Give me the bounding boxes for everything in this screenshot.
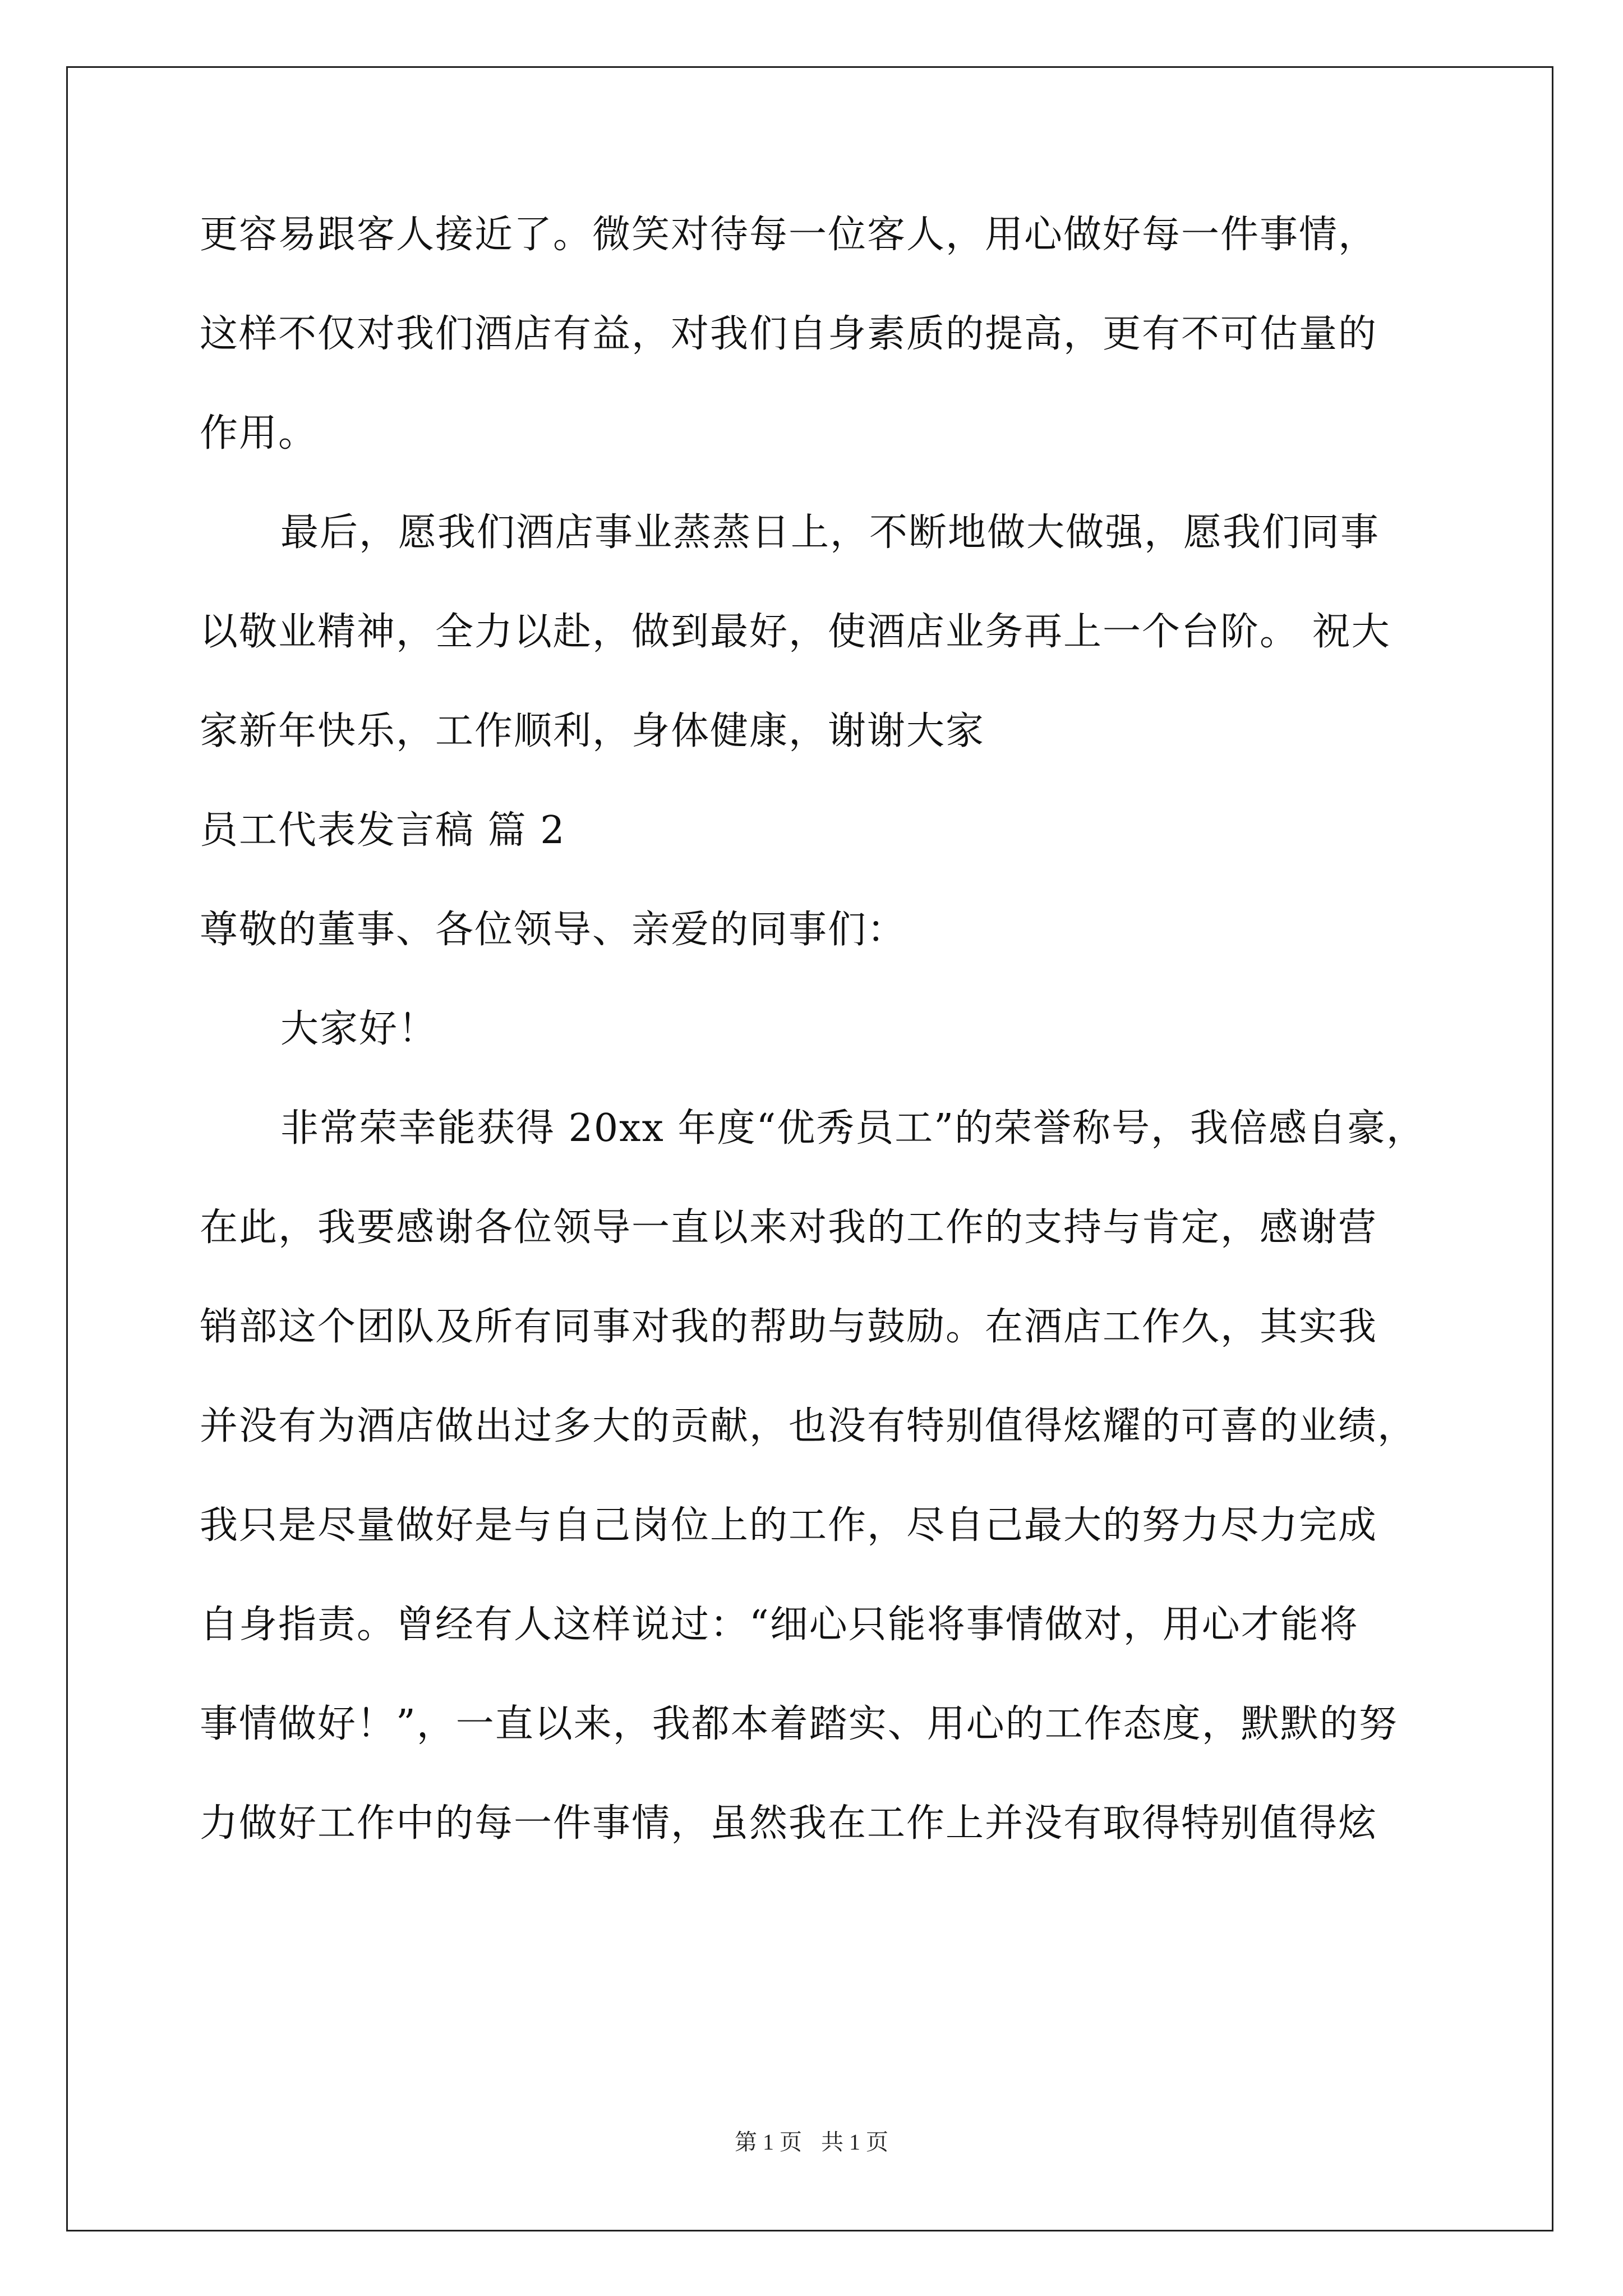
salutation: 尊敬的董事、各位领导、亲爱的同事们： (200, 908, 907, 952)
body-line: 更容易跟客人接近了。微笑对待每一位客人，用心做好每一件事情， (200, 213, 1378, 257)
body-line: 自身指责。曾经有人这样说过：“细心只能将事情做对，用心才能将 (200, 1603, 1359, 1647)
page-footer (0, 2128, 1623, 2156)
body-line: 以敬业精神，全力以赴，做到最好，使酒店业务再上一个台阶。 祝大 (200, 610, 1391, 654)
body-line: 我只是尽量做好是与自己岗位上的工作，尽自己最大的努力尽力完成 (200, 1503, 1378, 1548)
body-line: 销部这个团队及所有同事对我的帮助与鼓励。在酒店工作久，其实我 (200, 1305, 1378, 1349)
body-line: 并没有为酒店做出过多大的贡献，也没有特别值得炫耀的可喜的业绩， (200, 1404, 1417, 1448)
body-line: 最后，愿我们酒店事业蒸蒸日上，不断地做大做强，愿我们同事 (280, 510, 1380, 555)
body-line: 非常荣幸能获得 20xx 年度“优秀员工”的荣誉称号，我倍感自豪， (280, 1106, 1426, 1151)
body-line: 家新年快乐，工作顺利，身体健康，谢谢大家 (200, 709, 985, 753)
body-line: 作用。 (200, 411, 318, 455)
body-line: 力做好工作中的每一件事情，虽然我在工作上并没有取得特别值得炫 (200, 1801, 1378, 1846)
body-line: 事情做好！”，一直以来，我都本着踏实、用心的工作态度，默默的努 (200, 1702, 1398, 1746)
body-line: 在此，我要感谢各位领导一直以来对我的工作的支持与肯定，感谢营 (200, 1205, 1378, 1250)
page-number: 第 1 页 (735, 2129, 802, 2155)
page-total: 共 1 页 (821, 2129, 888, 2155)
greeting: 大家好！ (280, 1007, 438, 1051)
body-line: 这样不仅对我们酒店有益，对我们自身素质的提高，更有不可估量的 (200, 312, 1378, 356)
section-heading: 员工代表发言稿 篇 2 (200, 808, 566, 853)
